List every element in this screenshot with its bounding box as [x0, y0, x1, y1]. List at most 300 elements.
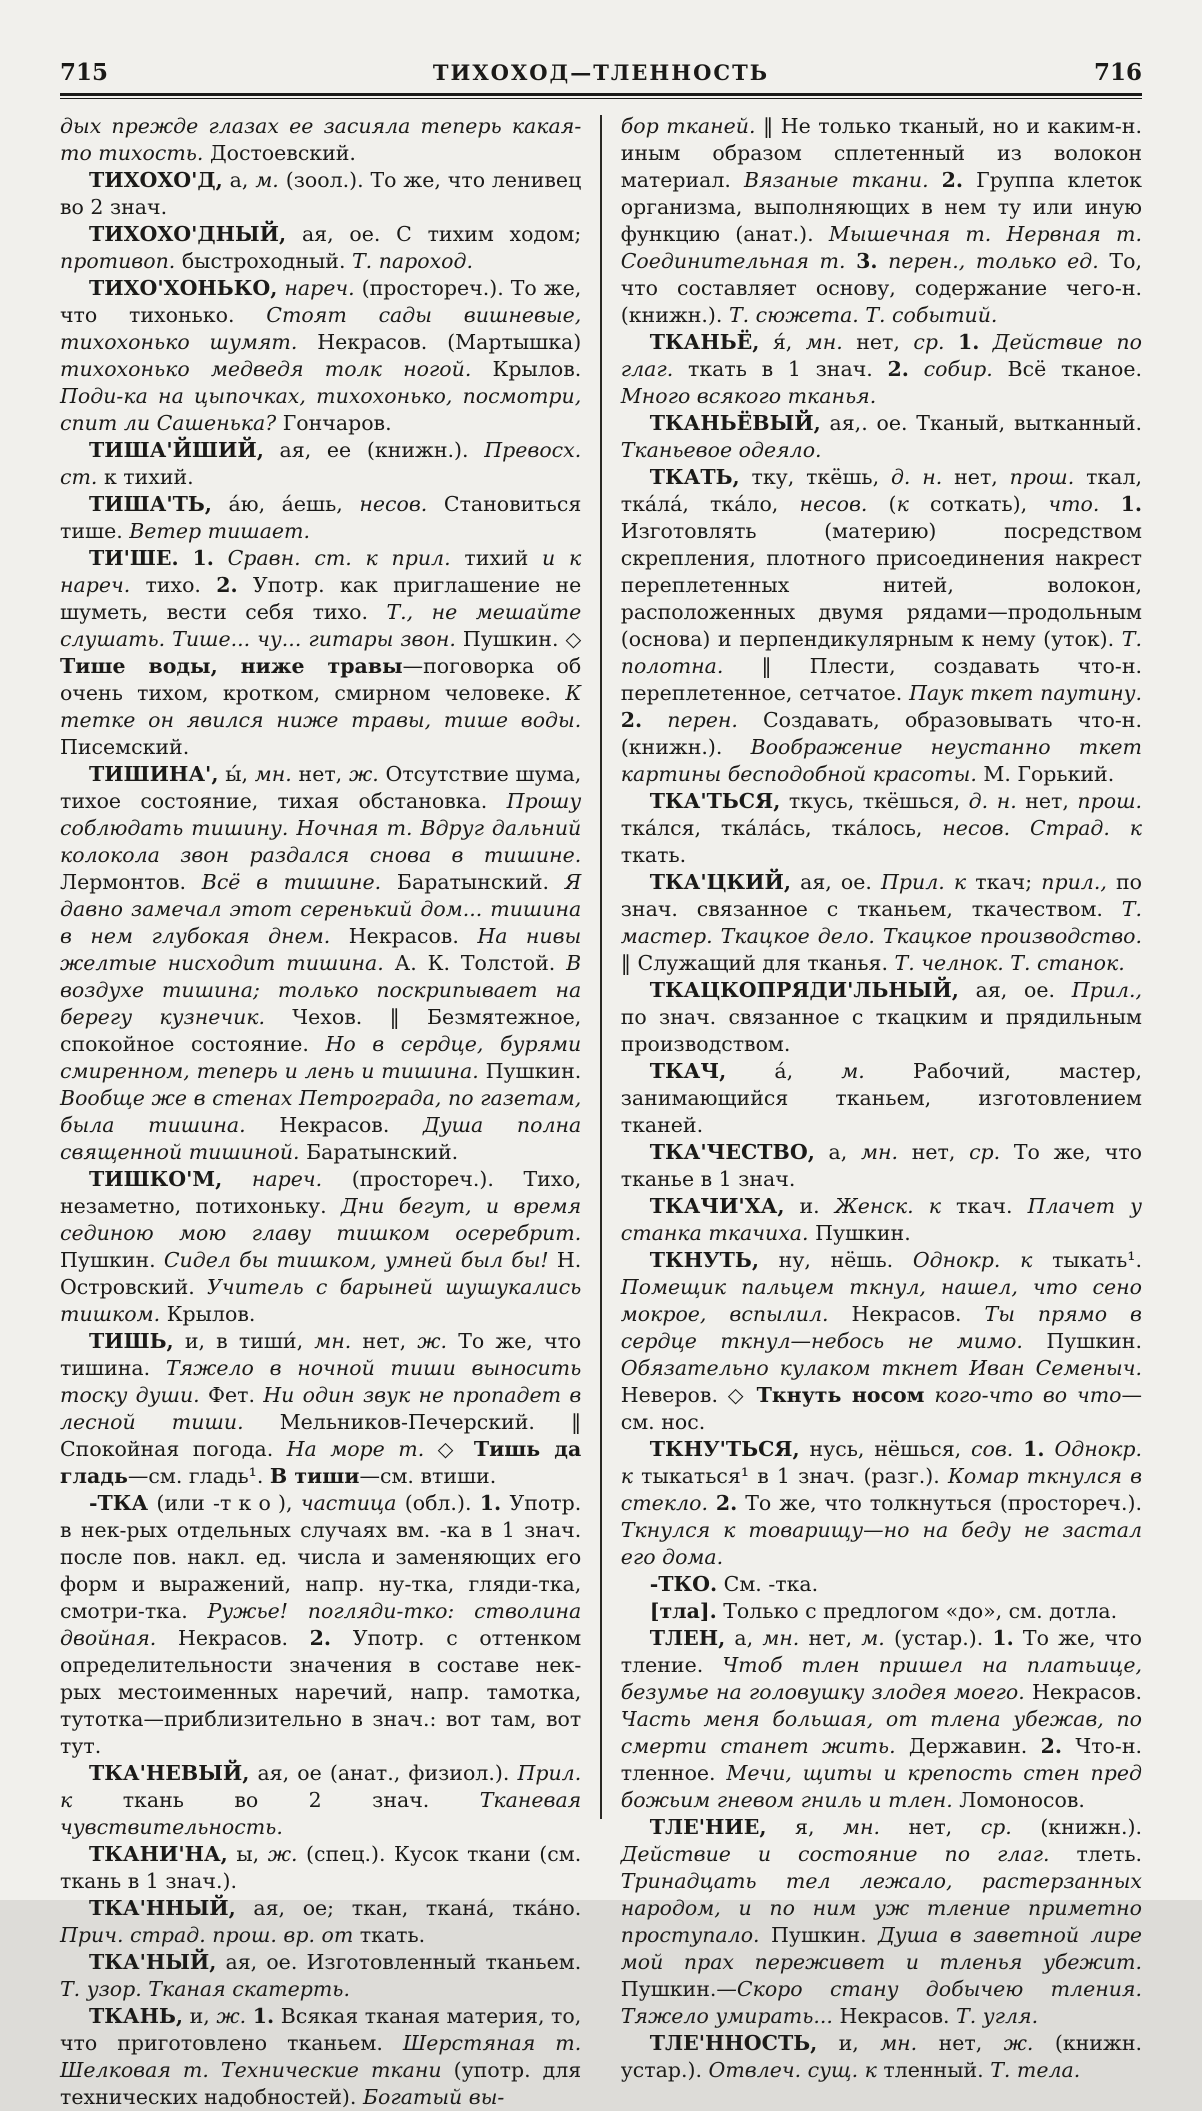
headword: ТИША'ТЬ,	[89, 492, 212, 516]
plain-text: тыкать¹.	[1032, 1248, 1142, 1272]
plain-text: соткать),	[908, 492, 1049, 516]
plain-text: ткусь, ткёшься,	[780, 789, 969, 813]
headword: ТЛЕН,	[649, 1626, 726, 1650]
plain-text: нет,	[842, 330, 914, 354]
dictionary-entry	[621, 788, 1142, 869]
dictionary-entry	[60, 1895, 581, 1949]
headword: ТКА'ТЬСЯ,	[649, 789, 781, 813]
bold-text: Тише воды, ниже травы	[60, 654, 403, 678]
italic-text: Прич. страд. прош. вр. от	[60, 1923, 354, 1947]
plain-text: Что-н. тленное.	[620, 1734, 1143, 1785]
headword: ТКАЦКОПРЯДИ'ЛЬНЫЙ,	[649, 978, 959, 1002]
italic-text: Т. челнок. Т. станок.	[894, 951, 1125, 975]
plain-text: нет,	[917, 2031, 1004, 2055]
plain-text: ая, ое. С тихим ходом;	[286, 222, 582, 246]
text-columns	[60, 113, 1143, 2109]
plain-text: Пушкин.	[478, 1059, 582, 1083]
plain-text: ая, ое; ткан, ткана́, тка́но.	[235, 1896, 582, 1920]
italic-text: м.	[841, 1059, 865, 1083]
dictionary-entry	[60, 491, 581, 545]
italic-text: Учитель с барыней шушукались тишком.	[60, 1275, 582, 1326]
dictionary-entry	[621, 410, 1142, 464]
italic-text: к	[896, 492, 909, 516]
plain-text: ткать.	[353, 1923, 426, 1947]
headword: ТКА'НЕВЫЙ,	[89, 1761, 250, 1785]
plain-text: по знач. связанное с тканьем, ткачеством.	[620, 870, 1143, 921]
italic-text: собир.	[923, 357, 993, 381]
italic-text: Женск. к	[834, 1194, 941, 1218]
dictionary-entry	[621, 1139, 1142, 1193]
dictionary-entry	[621, 2030, 1142, 2084]
bold-text: 1.	[1120, 492, 1142, 516]
italic-text: ж.	[267, 1842, 298, 1866]
plain-text: То же, что тление.	[620, 1626, 1142, 1677]
plain-text: ая,. ое. Тканый, вытканный.	[820, 411, 1142, 435]
plain-text: и.	[784, 1194, 835, 1218]
page-header	[60, 56, 1142, 90]
plain-text: Баратынский.	[381, 870, 565, 894]
plain-text: тихий	[450, 546, 543, 570]
headword: ТКА'ЦКИЙ,	[649, 870, 791, 894]
plain-text: ткать в 1 знач.	[673, 357, 888, 381]
italic-text: Вообще же в стенах Петрограда, по газетам, была тишина.	[60, 1086, 582, 1137]
italic-text: Прил. к	[60, 1761, 582, 1812]
italic-text: Душа в заветной лире мой прах переживет и тленья убежит.	[620, 1923, 1142, 1974]
plain-text	[642, 708, 667, 732]
headword: ТИХО'ХОНЬКО,	[89, 276, 278, 300]
italic-text: Шерстяная т. Шелковая т. Технические ткани	[60, 2031, 582, 2082]
plain-text: (книжн. устар.).	[620, 2031, 1142, 2082]
dictionary-entry	[60, 221, 581, 275]
italic-text: ж.	[216, 2004, 247, 2028]
plain-text: Употр. с оттенком определительности значения в составе нек-рых местоименных наречий, напр. тамотка, тутотка—приблизительно в знач.: вот там, вот тут.	[60, 1626, 582, 1758]
bold-text: 1.	[957, 330, 980, 354]
headword: -ТКО.	[649, 1572, 718, 1596]
italic-text: нареч.	[277, 276, 355, 300]
plain-text: а́ю, а́ешь,	[211, 492, 360, 516]
italic-text: тихохонько медведя толк ногой.	[60, 357, 472, 381]
headword: ТКАНЬ,	[89, 2004, 184, 2028]
italic-text: На море т.	[286, 1437, 425, 1461]
plain-text: Некрасов.	[828, 1302, 985, 1326]
italic-text: Тканевая чувствительность.	[60, 1788, 582, 1839]
bold-text: 1.	[479, 1491, 502, 1515]
plain-text: Н. Островский.	[60, 1248, 582, 1299]
italic-text: Ружье! погляди-тко: стволина двойная.	[60, 1599, 582, 1650]
plain-text: (обл.).	[396, 1491, 480, 1515]
plain-text: и,	[183, 2004, 217, 2028]
plain-text: ы,	[227, 1842, 268, 1866]
plain-text: тленный.	[876, 2058, 991, 2082]
headword: ТКАТЬ,	[649, 465, 740, 489]
italic-text: Т. мастер. Ткацкое дело. Ткацкое производство.	[620, 897, 1142, 948]
dictionary-entry	[60, 1490, 581, 1760]
headword: ТИШЬ,	[89, 1329, 174, 1353]
italic-text: Поди-ка на цыпочках, тихохонько, посмотри, спит ли Сашенька?	[60, 384, 582, 435]
plain-text: Пушкин.	[60, 1248, 164, 1272]
plain-text: ◇	[424, 1437, 474, 1461]
italic-text: Тринадцать тел лежало, растерзанных народом, и по ним уж тление приметно проступало.	[620, 1869, 1142, 1947]
dictionary-entry	[60, 1328, 581, 1490]
italic-text: перен.	[667, 708, 738, 732]
italic-text: Помещик пальцем ткнул, нашел, что сено мокрое, вспылил.	[620, 1275, 1142, 1326]
plain-text: Всякая тканая материя, то, что приготовлено тканьем.	[60, 2004, 582, 2055]
plain-text: См. -тка.	[717, 1572, 819, 1596]
italic-text: Чтоб тлен пришел на платьице, безумье на головушку злодея моего.	[620, 1653, 1142, 1704]
plain-text	[1099, 492, 1120, 516]
page-number-right: 716	[1093, 59, 1142, 86]
bold-text: 2.	[715, 1491, 738, 1515]
italic-text: Т. сюжета. Т. событий.	[728, 303, 998, 327]
plain-text	[179, 546, 193, 570]
plain-text: Крылов.	[160, 1302, 256, 1326]
plain-text: ткач.	[940, 1194, 1028, 1218]
headword: ТИХОХО'ДНЫЙ,	[89, 222, 287, 246]
italic-text: ж.	[417, 1329, 448, 1353]
continuation-paragraph	[621, 113, 1142, 329]
italic-text: несов. Страд. к	[942, 816, 1142, 840]
headword: -ТКА	[89, 1491, 149, 1515]
italic-text: Действие и состояние по глаг.	[620, 1842, 1050, 1866]
dictionary-entry	[621, 1571, 1142, 1598]
plain-text	[909, 357, 924, 381]
plain-text: я,	[766, 1815, 843, 1839]
italic-text: мн.	[314, 1329, 352, 1353]
bold-text: 1.	[192, 546, 214, 570]
plain-text: (или -	[148, 1491, 220, 1515]
plain-text: нет,	[291, 762, 349, 786]
dictionary-entry	[621, 1058, 1142, 1139]
italic-text: кого-что во что	[934, 1383, 1122, 1407]
bold-text: 2.	[216, 573, 238, 597]
italic-text: противоп.	[60, 249, 176, 273]
plain-text: То же, что тканье в 1 знач.	[620, 1140, 1143, 1191]
plain-text: а,	[222, 168, 256, 192]
italic-text: ж.	[1003, 2031, 1034, 2055]
plain-text: (зоол.). То же, что ленивец во 2 знач.	[60, 168, 582, 219]
headword: ТКАНЬЁ,	[649, 330, 760, 354]
plain-text: ‖ Плести, создавать что-н. переплетенное, сетчатое.	[620, 654, 1142, 705]
italic-text: Т. пароход.	[351, 249, 473, 273]
italic-text: Ты прямо в сердце ткнул—небось не мимо.	[620, 1302, 1142, 1353]
plain-text: нет,	[942, 465, 1010, 489]
dictionary-entry	[60, 545, 581, 761]
plain-text: тлеть.	[1049, 1842, 1143, 1866]
plain-text: Пушкин.	[808, 1221, 911, 1245]
plain-text: а́,	[726, 1059, 842, 1083]
italic-text: ср.	[913, 330, 945, 354]
plain-text	[246, 2004, 253, 2028]
plain-text	[1045, 1437, 1055, 1461]
plain-text: Неверов. ◇	[620, 1383, 757, 1407]
plain-text: Группа клеток организма, выполняющих в нем ту или иную функцию (анат.).	[620, 168, 1142, 246]
italic-text: Обязательно кулаком ткнет Иван Семеныч.	[620, 1356, 1142, 1380]
plain-text: То же, что толкнуться (простореч.).	[737, 1491, 1142, 1515]
headword: ТКНУТЬ,	[649, 1248, 759, 1272]
plain-text: ая, ее (книжн.).	[263, 438, 485, 462]
plain-text: нет,	[799, 1626, 862, 1650]
plain-text: а,	[725, 1626, 763, 1650]
dictionary-entry	[60, 167, 581, 221]
plain-text	[979, 330, 992, 354]
plain-text: То же, что тишина.	[60, 1329, 582, 1380]
italic-text: прил.,	[1041, 870, 1107, 894]
italic-text: Превосх. ст.	[60, 438, 582, 489]
headword: ТКАЧИ'ХА,	[649, 1194, 785, 1218]
plain-text: Фет.	[199, 1383, 264, 1407]
dictionary-entry	[60, 437, 581, 491]
plain-text: ткать.	[620, 843, 687, 867]
dictionary-entry	[60, 1166, 581, 1328]
plain-text: Достоевский.	[203, 141, 356, 165]
italic-text: м.	[861, 1626, 885, 1650]
plain-text: быстроходный.	[175, 249, 352, 273]
italic-text: Стоят сады вишневые, тихохонько шумят.	[60, 303, 582, 354]
plain-text: А. К. Толстой.	[383, 951, 567, 975]
bold-text: 2.	[1040, 1734, 1063, 1758]
italic-text: Действие по глаг.	[620, 330, 1142, 381]
italic-text: дых прежде глазах ее засияла теперь какая-то тихость.	[60, 114, 582, 165]
bold-text: 1.	[1023, 1437, 1045, 1461]
italic-text: ж.	[348, 762, 379, 786]
dictionary-entry	[621, 1625, 1142, 1814]
plain-text	[878, 249, 889, 273]
right-column	[620, 113, 1143, 2082]
plain-text	[944, 330, 957, 354]
bold-text: 2.	[620, 708, 643, 732]
italic-text: Т. угля.	[956, 2004, 1039, 2028]
plain-text: Пушкин. ◇	[455, 627, 582, 651]
dictionary-entry	[621, 1436, 1142, 1571]
headword: ТИШИНА',	[89, 762, 219, 786]
dictionary-entry	[621, 1247, 1142, 1436]
header-rule	[60, 93, 1142, 99]
italic-text: Дни бегут, и время сединою мою главу тишком осеребрит.	[60, 1194, 582, 1245]
plain-text: Баратынский.	[299, 1140, 459, 1164]
plain-text: ая, ое (анат., физиол.).	[249, 1761, 518, 1785]
bold-text: 3.	[856, 249, 878, 273]
column-divider	[600, 115, 602, 1819]
italic-text: Сидел бы тишком, умней был бы!	[163, 1248, 549, 1272]
italic-text: Отвлеч. сущ. к	[708, 2058, 877, 2082]
plain-text: —см. втиши.	[359, 1464, 497, 1488]
italic-text: несов.	[359, 492, 428, 516]
italic-text: Тканьевое одеяло.	[620, 438, 822, 462]
dictionary-entry	[621, 464, 1142, 788]
plain-text: Изготовлять (материю) посредством скрепления, плотного присоединения накрест переплетенных нитей, волокон, расположенных двумя рядами—продольным (основа) и перпендикулярным к нему (уток).	[620, 519, 1142, 651]
italic-text: Прил.,	[1071, 978, 1142, 1002]
italic-text: К тетке он явился ниже травы, тише воды.	[60, 681, 582, 732]
plain-text: Пушкин.	[1022, 1329, 1142, 1353]
plain-text: Всё тканое.	[992, 357, 1142, 381]
italic-text: ср.	[980, 1815, 1012, 1839]
plain-text: Чехов. ‖ Безмятежное, спокойное состояние.	[60, 1005, 582, 1056]
dictionary-entry	[60, 1760, 581, 1841]
headword: ТКАЧ,	[649, 1059, 727, 1083]
headword: ТИ'ШЕ.	[89, 546, 179, 570]
plain-text: по знач. связанное с ткацким и прядильным производством.	[620, 1005, 1142, 1056]
italic-text: мн.	[762, 1626, 800, 1650]
plain-text: Употр. в нек-рых отдельных случаях вм. -ка в 1 знач. после пов. накл. ед. числа и заменяющих его форм и выражений, напр. ну-тка, гляди-тка, смотри-тка.	[60, 1491, 582, 1623]
italic-text: Комар ткнулся в стекло.	[620, 1464, 1143, 1515]
italic-text: Однокр. к	[620, 1437, 1142, 1488]
italic-text: мн.	[805, 330, 843, 354]
italic-text: несов.	[799, 492, 868, 516]
plain-text: Некрасов. (Мартышка)	[297, 330, 582, 354]
headword: ТИША'ЙШИЙ,	[89, 438, 264, 462]
italic-text: Ткнулся к товарищу—но на беду не застал его дома.	[620, 1518, 1142, 1569]
plain-text: нусь, нёшься,	[799, 1437, 972, 1461]
plain-text: Некрасов.	[330, 924, 478, 948]
plain-text: ая, ое.	[790, 870, 882, 894]
italic-text: перен., только ед.	[888, 249, 1099, 273]
plain-text: Лермонтов.	[60, 870, 202, 894]
plain-text: Употр. как приглашение не шуметь, вести себя тихо.	[60, 573, 582, 624]
headword: ТЛЕ'ННОСТЬ,	[649, 2031, 818, 2055]
dictionary-entry	[621, 977, 1142, 1058]
plain-text: тка́лся, тка́ла́сь, тка́лось,	[620, 816, 943, 840]
headword: ТЛЕ'НИЕ,	[649, 1815, 767, 1839]
headword: [тла].	[649, 1599, 717, 1623]
running-title: ТИХОХОД—ТЛЕННОСТЬ	[432, 60, 770, 85]
bold-text: В тиши	[269, 1464, 360, 1488]
plain-text: ая, ое. Изготовленный тканьем.	[216, 1950, 582, 1974]
page-number-left: 715	[60, 59, 109, 86]
plain-text: Некрасов.	[156, 1626, 310, 1650]
italic-text: Богатый вы-	[362, 2085, 505, 2109]
plain-text: (спец.). Кусок ткани (см. ткань в 1 знач.).	[60, 1842, 582, 1893]
italic-text: Прил. к	[881, 870, 967, 894]
italic-text: д. н.	[968, 789, 1017, 813]
dictionary-entry	[621, 1814, 1142, 2030]
italic-text: сов.	[971, 1437, 1014, 1461]
italic-text: Но в сердце, бурями смиренном, теперь и лень и тишина.	[60, 1032, 582, 1083]
plain-text: Державин.	[895, 1734, 1041, 1758]
plain-text: тку, ткёшь,	[739, 465, 891, 489]
headword: ТКА'ННЫЙ,	[89, 1896, 236, 1920]
plain-text: Только с предлогом «до», см. дотла.	[716, 1599, 1118, 1623]
plain-text: (книжн.).	[1011, 1815, 1142, 1839]
italic-text: Т. узор. Тканая скатерть.	[60, 1977, 350, 2001]
italic-text: д. н.	[890, 465, 943, 489]
headword: ТКА'НЫЙ,	[89, 1950, 217, 1974]
plain-text: Пушкин.—	[620, 1977, 737, 2001]
plain-text: ая, ое.	[958, 978, 1072, 1002]
plain-text: Рабочий, мастер, занимающийся тканьем, изготовлением тканей.	[620, 1059, 1142, 1137]
plain-text: к тихий.	[97, 465, 194, 489]
plain-text: —поговорка об очень тихом, кротком, смирном человеке.	[60, 654, 582, 705]
italic-text: Скоро стану добычею тления. Тяжело умирать...	[620, 1977, 1142, 2028]
headword: ТИШКО'М,	[89, 1167, 223, 1191]
italic-text: Прошу соблюдать тишину. Ночная т. Вдруг дальний колокола звон раздался снова в тишине.	[60, 789, 582, 867]
italic-text: мн.	[861, 1140, 899, 1164]
plain-text: Создавать, образовывать что-н. (книжн.).	[620, 708, 1142, 759]
italic-text: частица	[300, 1491, 397, 1515]
plain-text: тыкаться¹ в 1 знач. (разг.).	[633, 1464, 948, 1488]
plain-text: М. Горький.	[976, 762, 1115, 786]
headword: ТИХОХО'Д,	[89, 168, 223, 192]
italic-text: Часть меня большая, от тлена убежав, по смерти станет жить.	[620, 1707, 1142, 1758]
bold-text: 1.	[252, 2004, 275, 2028]
plain-text: (простореч.). Тихо, незаметно, потихоньку.	[60, 1167, 582, 1218]
italic-text: Мышечная т. Нервная т. Соединительная т.	[620, 222, 1142, 273]
plain-text: Некрасов.	[832, 2004, 957, 2028]
italic-text: Т., не мешайте слушать. Тише... чу... гитары звон.	[60, 600, 582, 651]
plain-text: ‖ Служащий для тканья.	[620, 951, 895, 975]
italic-text: прош.	[1077, 789, 1143, 813]
plain-text	[708, 1491, 716, 1515]
bold-text: 2.	[309, 1626, 332, 1650]
italic-text: На нивы желтые нисходит тишина.	[60, 924, 582, 975]
plain-text	[214, 546, 228, 570]
bold-text: Ткнуть носом	[756, 1383, 925, 1407]
plain-text: и,	[817, 2031, 881, 2055]
plain-text: Некрасов.	[1024, 1680, 1142, 1704]
headword: ТКА'ЧЕСТВО,	[649, 1140, 815, 1164]
bold-text: Тишь да гладь	[60, 1437, 582, 1488]
italic-text: бор тканей.	[620, 114, 756, 138]
dictionary-entry	[60, 275, 581, 437]
plain-text: ну, нёшь.	[758, 1248, 913, 1272]
plain-text: нет,	[351, 1329, 418, 1353]
dictionary-entry	[621, 1193, 1142, 1247]
headword: ТКАНЬЁВЫЙ,	[649, 411, 821, 435]
italic-text: Паук ткет паутину.	[909, 681, 1142, 705]
left-column	[60, 113, 582, 2109]
italic-text: Тяжело в ночной тиши выносить тоску души.	[60, 1356, 582, 1407]
plain-text	[1013, 1437, 1023, 1461]
bold-text: 1.	[992, 1626, 1014, 1650]
italic-text: нареч.	[222, 1167, 323, 1191]
headword: ТКНУ'ТЬСЯ,	[649, 1437, 800, 1461]
plain-text: ы́,	[218, 762, 255, 786]
plain-text: Ломоносов.	[952, 1788, 1085, 1812]
plain-text: (устар.).	[884, 1626, 993, 1650]
italic-text: Мечи, щиты и крепость стен пред божьим гневом гниль и тлен.	[620, 1761, 1142, 1812]
dictionary-entry	[60, 1841, 581, 1895]
italic-text: Я давно замечал этот серенький дом... тишина в нем глубокая днем.	[60, 870, 582, 948]
plain-text: То, что составляет основу, содержание чего-н. (книжн.).	[620, 249, 1142, 327]
italic-text: Много всякого тканья.	[620, 384, 877, 408]
plain-text: ткань во 2 знач.	[72, 1788, 480, 1812]
plain-text	[929, 168, 942, 192]
plain-text: Отсутствие шума, тихое состояние, тихая обстановка.	[60, 762, 582, 813]
italic-text: Душа полна священной тишиной.	[60, 1113, 582, 1164]
plain-text: (употр. для технических надобностей).	[60, 2058, 582, 2109]
italic-text: Т. тела.	[990, 2058, 1081, 2082]
italic-text: прош.	[1009, 465, 1075, 489]
plain-text: нет,	[898, 1140, 970, 1164]
italic-text: ср.	[969, 1140, 1001, 1164]
headword: ТКАНИ'НА,	[89, 1842, 228, 1866]
italic-text: Однокр. к	[912, 1248, 1033, 1272]
plain-text: Крылов.	[471, 357, 582, 381]
italic-text: что.	[1048, 492, 1100, 516]
italic-text: В воздухе тишина; только поскрипывает на берегу кузнечик.	[60, 951, 582, 1029]
plain-text: и, в тиши́,	[173, 1329, 315, 1353]
dictionary-entry	[621, 1598, 1142, 1625]
italic-text: и к нареч.	[60, 546, 582, 597]
dictionary-entry	[60, 761, 581, 1166]
plain-text: нет,	[1016, 789, 1078, 813]
plain-text: ткал, тка́ла́, тка́ло,	[620, 465, 1143, 516]
plain-text: Гончаров.	[276, 411, 392, 435]
plain-text: нет,	[880, 1815, 981, 1839]
plain-text: тко	[219, 1491, 278, 1515]
continuation-paragraph	[60, 113, 581, 167]
italic-text: Сравн. ст. к прил.	[227, 546, 451, 570]
italic-text: Ветер тишает.	[129, 519, 311, 543]
